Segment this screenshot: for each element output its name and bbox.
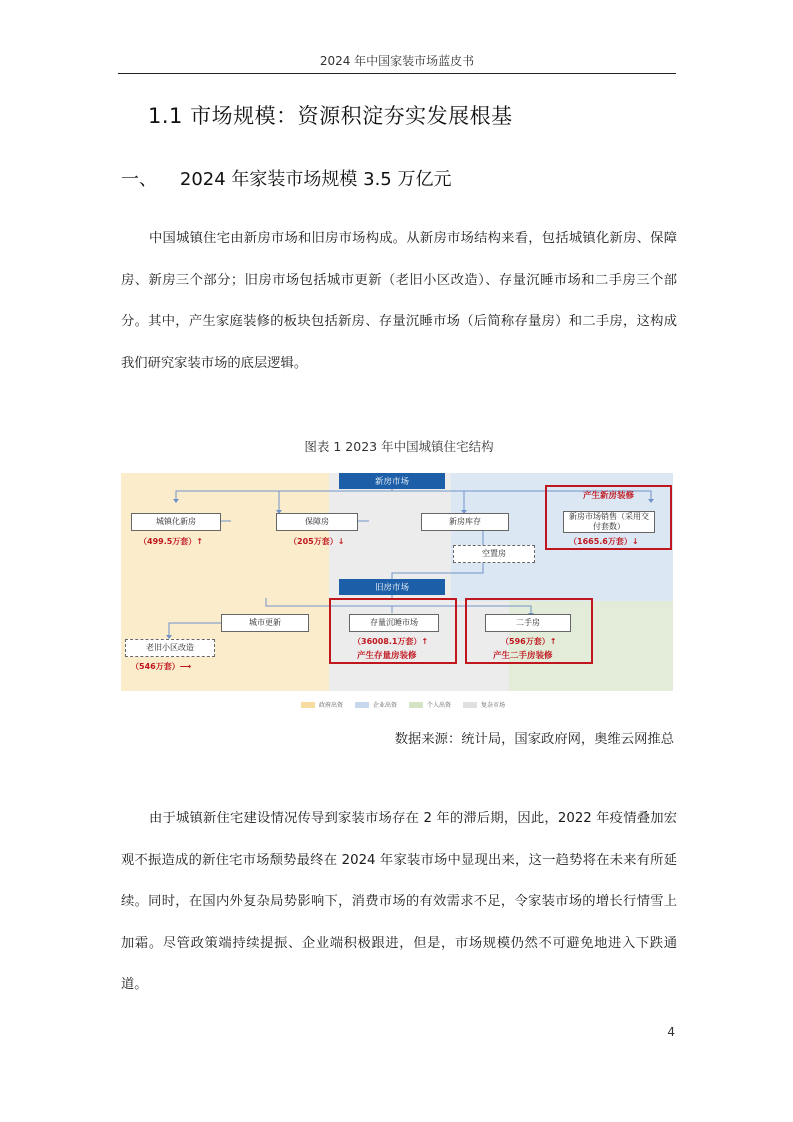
legend-item-government (301, 700, 343, 709)
second-hand-box: 二手房 (485, 614, 571, 632)
urban-renewal-box: 城市更新 (221, 614, 309, 632)
paragraph-market-trend (121, 798, 677, 1006)
urban-new-housing-box: 城镇化新房 (131, 513, 221, 531)
legend-swatch (463, 702, 477, 708)
affordable-housing-value: （205万套）↓ (289, 537, 345, 546)
header-divider (118, 73, 676, 74)
legend-swatch (355, 702, 369, 708)
new-inventory-box: 新房库存 (421, 513, 509, 531)
page-number: 4 (667, 1025, 675, 1039)
paragraph-text: 由于城镇新住宅建设情况传导到家装市场存在 2 年的滞后期，因此，2022 年疫情叠加宏观不振造成的新住宅市场颓势最终在 2024 年家装市场中显现出来，这一趋势将在未来有所延续。同时，在国内外复杂局势影响下，消费市场的有效需求不足，令家装市场的增长行情雪上加霜。尽管政策端持续提振、企业端积极跟进，但是，市场规模仍然不可避免地进入下跌通道。 (121, 811, 677, 992)
legend-label: 政府出资 (319, 702, 344, 709)
subsection-heading: 一、 2024 年家装市场规模 3.5 万亿元 (121, 169, 452, 190)
figure-source: 数据来源：统计局，国家政府网，奥维云网推总 (394, 732, 674, 747)
figure-caption: 图表 1 2023 年中国城镇住宅结构 (304, 439, 494, 454)
legend-label: 个人出资 (427, 702, 452, 709)
legend-swatch (409, 702, 423, 708)
second-hand-value: （596万套）↑ (501, 637, 557, 646)
legend-swatch (301, 702, 315, 708)
new-sales-box: 新房市场销售（采用交付套数） (563, 511, 655, 533)
section-heading: 1.1 市场规模：资源积淀夯实发展根基 (148, 104, 513, 128)
urban-new-housing-value: （499.5万套）↑ (139, 537, 204, 546)
new-sales-value: （1665.6万套）↓ (569, 537, 639, 546)
housing-structure-diagram (121, 473, 673, 691)
legend-label: 企业出资 (373, 702, 398, 709)
running-header: 2024 年中国家装市场蓝皮书 (319, 54, 475, 68)
paragraph-text: 中国城镇住宅由新房市场和旧房市场构成。从新房市场结构来看，包括城镇化新房、保障房、新房三个部分；旧房市场包括城市更新（老旧小区改造）、存量沉睡市场和二手房三个部分。其中，产生家庭装修的板块包括新房、存量沉睡市场（后简称存量房）和二手房，这构成我们研究家装市场的底层逻辑。 (121, 231, 677, 371)
stock-decoration-label: 产生存量房装修 (357, 651, 417, 661)
legend-item-individual (409, 700, 451, 709)
new-decoration-label: 产生新房装修 (583, 491, 635, 501)
second-hand-decoration-label: 产生二手房装修 (493, 651, 553, 661)
dormant-market-box: 存量沉睡市场 (349, 614, 439, 632)
legend-item-complex (463, 700, 505, 709)
legend-label: 复杂市场 (481, 702, 506, 709)
new-market-header: 新房市场 (339, 473, 445, 489)
old-community-box: 老旧小区改造 (125, 639, 215, 657)
old-community-value: （546万套）⟶ (131, 662, 192, 671)
affordable-housing-box: 保障房 (276, 513, 358, 531)
diagram-legend (121, 699, 673, 711)
legend-item-enterprise (355, 700, 397, 709)
old-market-header: 旧房市场 (339, 579, 445, 595)
dormant-market-value: （36008.1万套）↑ (353, 637, 429, 646)
vacant-housing-box: 空置房 (453, 545, 535, 563)
paragraph-intro (121, 218, 677, 384)
